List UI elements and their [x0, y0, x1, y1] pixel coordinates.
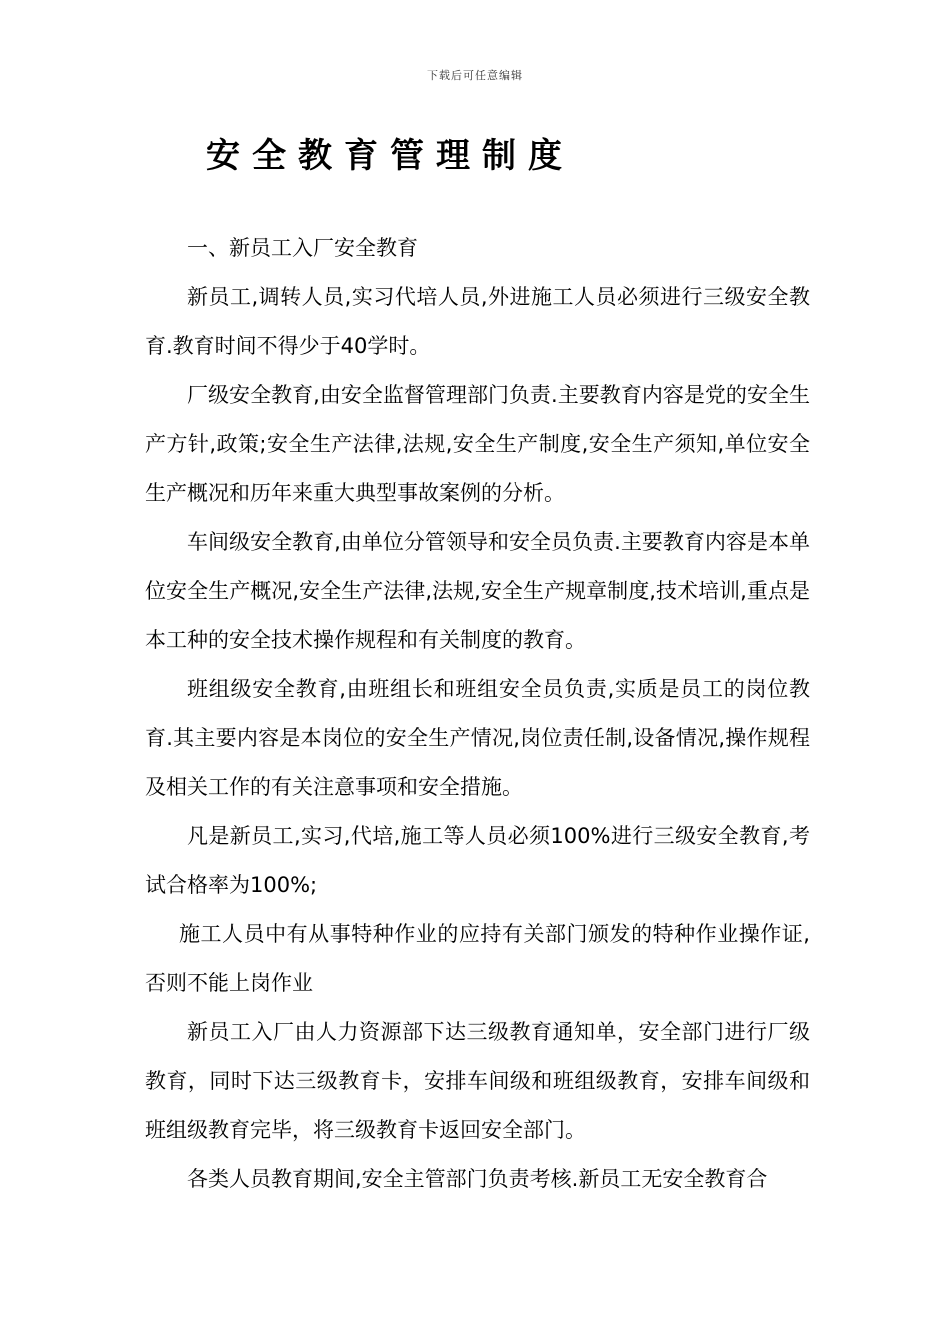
paragraph-5: 凡是新员工,实习,代培,施工等人员必须100%进行三级安全教育,考试合格率为100%;	[145, 824, 810, 897]
paragraph-6: 施工人员中有从事特种作业的应持有关部门颁发的特种作业操作证,否则不能上岗作业	[145, 922, 810, 995]
header-note: 下载后可任意编辑	[427, 69, 523, 82]
paragraph-7: 新员工入厂由人力资源部下达三级教育通知单，安全部门进行厂级教育，同时下达三级教育卡，安排车间级和班组级教育，安排车间级和班组级教育完毕，将三级教育卡返回安全部门。	[145, 1020, 810, 1142]
document-title: 安全教育管理制度	[206, 136, 574, 176]
section-heading: 一、新员工入厂安全教育	[187, 236, 418, 260]
document-body	[145, 224, 810, 1204]
paragraph-8: 各类人员教育期间,安全主管部门负责考核.新员工无安全教育合	[187, 1167, 768, 1191]
paragraph-4: 班组级安全教育,由班组长和班组安全员负责,实质是员工的岗位教育.其主要内容是本岗位的安全生产情况,岗位责任制,设备情况,操作规程及相关工作的有关注意事项和安全措施。	[145, 677, 810, 799]
paragraph-3: 车间级安全教育,由单位分管领导和安全员负责.主要教育内容是本单位安全生产概况,安全生产法律,法规,安全生产规章制度,技术培训,重点是本工种的安全技术操作规程和有关制度的教育。	[145, 530, 810, 652]
paragraph-1: 新员工,调转人员,实习代培人员,外进施工人员必须进行三级安全教育.教育时间不得少于40学时。	[145, 285, 810, 358]
paragraph-2: 厂级安全教育,由安全监督管理部门负责.主要教育内容是党的安全生产方针,政策;安全生产法律,法规,安全生产制度,安全生产须知,单位安全生产概况和历年来重大典型事故案例的分析。	[145, 383, 810, 505]
